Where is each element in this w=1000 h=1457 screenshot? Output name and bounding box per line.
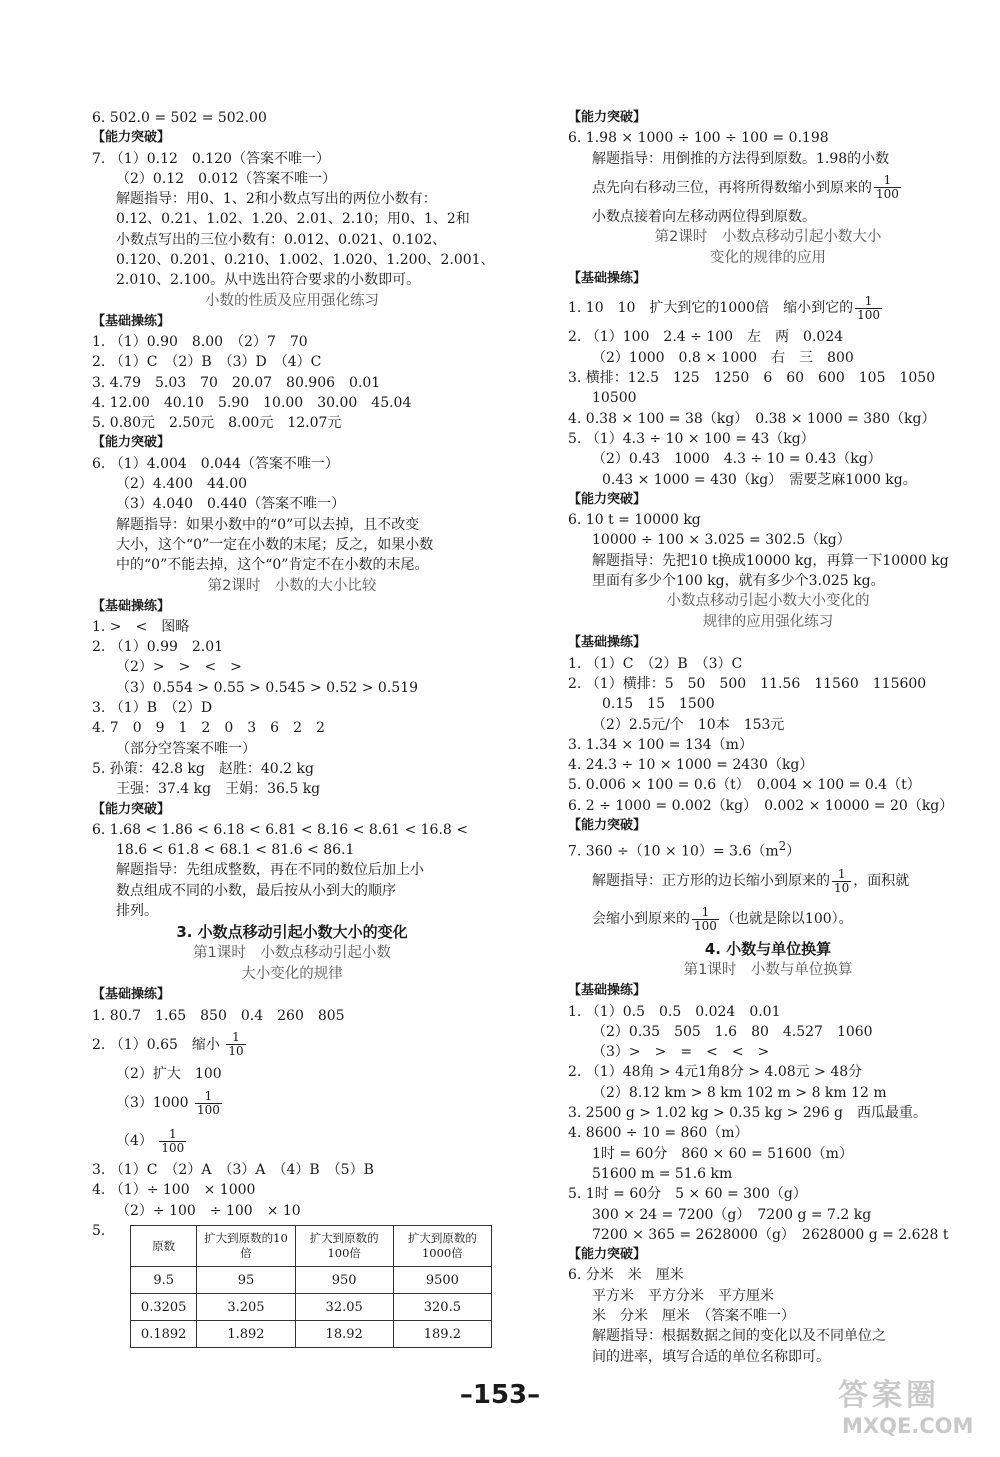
numerator: 1 xyxy=(226,1031,245,1045)
text-line: 2. （1）48角 > 4元1角8分 > 4.08元 > 48分 xyxy=(568,1064,863,1081)
denominator: 100 xyxy=(876,187,899,202)
text-line: 51600 m = 51.6 km xyxy=(592,1165,733,1182)
text-line: 小数点接着向左移动两位得到原数。 xyxy=(592,208,816,225)
numerator: 1 xyxy=(195,1090,222,1104)
numerator: 1 xyxy=(692,906,719,920)
text-line: 1. （1）0.5 0.5 0.024 0.01 xyxy=(568,1003,781,1020)
text-line: 2. （1）100 2.4 ÷ 100 左 两 0.024 xyxy=(568,329,844,346)
text-line: 王强：37.4 kg 王娟：36.5 kg xyxy=(116,781,321,798)
text-line xyxy=(568,169,968,207)
lesson-heading: 小数点移动引起小数大小变化的 xyxy=(666,593,870,610)
text-line: 6. 10 t = 10000 kg xyxy=(568,512,701,529)
text-line: 排列。 xyxy=(116,902,158,919)
text-line: 3. 4.79 5.03 70 20.07 80.906 0.01 xyxy=(92,374,381,391)
denominator: 100 xyxy=(197,1102,220,1117)
section-title: 4. 小数与单位换算 xyxy=(704,940,832,959)
text-line xyxy=(568,836,968,862)
text-line: 0.15 15 1500 xyxy=(602,696,715,713)
fraction xyxy=(855,295,882,322)
text-line: （部分空答案不唯一） xyxy=(116,740,256,757)
text-line: 米 分米 厘米 （答案不唯一） xyxy=(592,1308,795,1325)
fraction xyxy=(226,1031,245,1058)
table-row xyxy=(131,1294,492,1321)
text-line: （2）扩大 100 xyxy=(116,1065,222,1082)
text-fragment: 7. 360 ÷（10 × 10）= 3.6（m xyxy=(568,843,779,860)
superscript: 2 xyxy=(778,839,787,854)
right-column xyxy=(568,108,968,1367)
table-header-cell: 扩大到原数的100倍 xyxy=(295,1226,393,1267)
section-tag: 【能力突破】 xyxy=(568,818,647,834)
text-line xyxy=(568,289,968,327)
fraction xyxy=(159,1128,186,1155)
lesson-heading: 变化的规律的应用 xyxy=(710,250,826,267)
text-line: 1. （1）C （2）B （3）C xyxy=(568,655,743,672)
text-line: 7. （1）0.12 0.120（答案不唯一） xyxy=(92,150,330,167)
text-line: 2. （1）横排：5 50 500 11.56 11560 115600 xyxy=(568,675,927,692)
text-line: 300 × 24 = 7200（g） 7200 g = 7.2 kg xyxy=(592,1206,872,1223)
text-line: 里面有多少个100 kg，就有多少个3.025 kg。 xyxy=(592,573,885,590)
text-fragment: 点先向右移动三位，再将所得数缩小到原来的 xyxy=(592,179,872,196)
text-line: 数点组成不同的小数，最后按从小到大的顺序 xyxy=(116,882,396,899)
lesson-heading: 第2课时 小数的大小比较 xyxy=(207,577,377,594)
text-line: 3. 1.34 × 100 = 134（m） xyxy=(568,736,753,753)
text-line: 7200 × 365 = 2628000（g） 2628000 g = 2.628 t xyxy=(592,1226,949,1243)
table-cell: 0.1892 xyxy=(131,1321,197,1348)
lesson-heading: 大小变化的规律 xyxy=(241,966,343,983)
text-fragment: ，面积就 xyxy=(853,873,910,890)
lesson-heading: 第1课时 小数点移动引起小数 xyxy=(193,945,391,962)
text-line: 0.43 × 1000 = 430（kg） 需要芝麻1000 kg。 xyxy=(602,471,917,488)
text-line: （3）> > = < < > xyxy=(592,1044,770,1061)
text-line: 1. 80.7 1.65 850 0.4 260 805 xyxy=(92,1007,345,1024)
text-line: 3. 横排：12.5 125 1250 6 60 600 105 1050 xyxy=(568,370,936,387)
text-line: 解题指导：用0、1、2和小数点写出的两位小数有： xyxy=(116,191,437,208)
text-line: 6. 502.0 = 502 = 502.00 xyxy=(92,110,267,126)
numerator: 1 xyxy=(159,1128,186,1142)
text-line: 4. 8600 ÷ 10 = 860（m） xyxy=(568,1125,749,1142)
fraction xyxy=(874,174,901,201)
section-tag: 【能力突破】 xyxy=(568,491,647,507)
table-cell: 32.05 xyxy=(295,1294,393,1321)
text-line xyxy=(92,1084,492,1122)
text-line: 解题指导：如果小数中的“0”可以去掉，且不改变 xyxy=(116,516,420,533)
section-tag: 【能力突破】 xyxy=(568,1247,647,1263)
table-cell: 950 xyxy=(295,1267,393,1294)
table-row xyxy=(131,1267,492,1294)
text-fragment: ） xyxy=(786,843,801,860)
text-fragment: 解题指导：正方形的边长缩小到原来的 xyxy=(592,873,830,890)
text-line: （2）0.12 0.012（答案不唯一） xyxy=(116,170,337,187)
text-line: 5. （1）4.3 ÷ 10 × 100 = 43（kg） xyxy=(568,430,815,447)
denominator: 100 xyxy=(161,1140,185,1155)
table-cell: 3.205 xyxy=(197,1294,295,1321)
text-line: 4. 7 0 9 1 2 0 3 6 2 2 xyxy=(92,720,325,737)
text-line: （2）8.12 km > 8 km 102 m > 8 km 12 m xyxy=(592,1084,887,1101)
table-cell: 189.2 xyxy=(393,1321,491,1348)
section-tag: 【基础操练】 xyxy=(92,313,171,329)
watermark-logo: 答案圈 xyxy=(838,1378,940,1413)
text-line: 0.12、0.21、1.02、1.20、2.01、2.10；用0、1、2和 xyxy=(116,211,470,228)
text-line: 5. 1时 = 60分 5 × 60 = 300（g） xyxy=(568,1186,807,1203)
text-line: （2）> > < > xyxy=(116,659,242,676)
text-line: 10000 ÷ 100 × 3.025 = 302.5（kg） xyxy=(592,532,851,549)
text-line: （2）1000 0.8 × 1000 右 三 800 xyxy=(592,349,854,366)
text-line: 5. xyxy=(92,1223,106,1240)
text-line: 1. （1）0.90 8.00 （2）7 70 xyxy=(92,333,308,350)
table-header-cell: 原数 xyxy=(131,1226,197,1267)
text-line xyxy=(92,1122,492,1160)
denominator: 100 xyxy=(857,307,880,322)
section-tag: 【能力突破】 xyxy=(92,435,171,451)
table-cell: 18.92 xyxy=(295,1321,393,1348)
text-line: （2）0.43 1000 4.3 ÷ 10 = 0.43（kg） xyxy=(592,451,882,468)
table-row xyxy=(131,1321,492,1348)
numerator: 1 xyxy=(874,174,901,188)
table-cell: 9500 xyxy=(393,1267,491,1294)
text-line: 解题指导：先组成整数，再在不同的数位后加上小 xyxy=(116,862,424,879)
text-line xyxy=(568,862,968,900)
section-tag: 【能力突破】 xyxy=(92,130,171,146)
lesson-heading: 规律的应用强化练习 xyxy=(702,614,834,631)
section-title: 3. 小数点移动引起小数大小的变化 xyxy=(176,923,408,942)
text-line: （3）4.040 0.440（答案不唯一） xyxy=(116,496,346,513)
table-cell: 1.892 xyxy=(197,1321,295,1348)
text-fragment: （4） xyxy=(116,1133,153,1150)
watermark-url: MXQE.COM xyxy=(842,1414,974,1438)
text-line: 6. （1）4.004 0.044（答案不唯一） xyxy=(92,455,339,472)
text-line: 0.120、0.201、0.210、1.002、1.020、1.200、2.001、 xyxy=(116,252,495,269)
fraction xyxy=(195,1090,222,1117)
text-line: （2）4.400 44.00 xyxy=(116,476,248,493)
text-line: （2）2.5元/个 10本 153元 xyxy=(592,716,785,733)
text-line: 解题指导：根据数据之间的变化以及不同单位之 xyxy=(592,1328,886,1345)
numerator: 1 xyxy=(832,868,851,882)
text-line: （3）0.554 > 0.55 > 0.545 > 0.52 > 0.519 xyxy=(116,679,419,696)
table-cell: 9.5 xyxy=(131,1267,197,1294)
text-line: 3. （1）B （2）D xyxy=(92,700,213,717)
text-fragment: （也就是除以100）。 xyxy=(720,911,853,928)
page-number: –153– xyxy=(459,1380,541,1410)
text-line: 4. 12.00 40.10 5.90 10.00 30.00 45.04 xyxy=(92,394,412,411)
text-line: 3. 2500 g > 1.02 kg > 0.35 kg > 296 g 西瓜最重。 xyxy=(568,1105,928,1122)
text-line: 1. > < 图略 xyxy=(92,618,190,635)
numerator: 1 xyxy=(855,295,882,309)
text-line: 6. 1.98 × 1000 ÷ 100 ÷ 100 = 0.198 xyxy=(568,130,829,147)
section-tag: 【基础操练】 xyxy=(92,598,171,614)
text-line: 5. 0.80元 2.50元 8.00元 12.07元 xyxy=(92,415,342,432)
left-column xyxy=(92,108,495,1348)
text-line xyxy=(568,900,968,938)
lesson-heading: 第1课时 小数与单位换算 xyxy=(683,962,853,979)
fraction xyxy=(692,906,719,933)
text-line: 大小，这个“0”一定在小数的末尾；反之，如果小数 xyxy=(116,536,434,553)
section-tag: 【基础操练】 xyxy=(568,635,647,651)
table-cell: 320.5 xyxy=(393,1294,491,1321)
text-line: 解题指导：用倒推的方法得到原数。1.98的小数 xyxy=(592,150,890,167)
text-line: 10500 xyxy=(592,390,637,407)
text-line: 18.6 < 61.8 < 68.1 < 81.6 < 86.1 xyxy=(116,842,355,859)
table-cell: 0.3205 xyxy=(131,1294,197,1321)
text-line: 4. 24.3 ÷ 10 × 1000 = 2430（kg） xyxy=(568,757,814,774)
text-line xyxy=(92,1026,492,1064)
text-line: 2.010、2.100。从中选出符合要求的小数即可。 xyxy=(116,272,421,289)
section-tag: 【能力突破】 xyxy=(568,110,647,125)
section-tag: 【能力突破】 xyxy=(92,801,171,817)
denominator: 10 xyxy=(834,880,850,895)
text-line: 中的“0”不能去掉，这个“0”肯定不在小数的末尾。 xyxy=(116,557,429,574)
text-line: 4. 0.38 × 100 = 38（kg） 0.38 × 1000 = 380（kg） xyxy=(568,410,936,427)
text-line: 2. （1）0.99 2.01 xyxy=(92,639,224,656)
text-line: 平方米 平方分米 平方厘米 xyxy=(592,1287,774,1304)
text-line: 5. 0.006 × 100 = 0.6（t） 0.004 × 100 = 0.4（t） xyxy=(568,777,921,794)
text-fragment: （3）1000 xyxy=(116,1095,189,1112)
fraction xyxy=(832,868,851,895)
section-tag: 【基础操练】 xyxy=(568,983,647,999)
text-line: 间的进率，填写合适的单位名称即可。 xyxy=(592,1348,830,1365)
text-line: （2）÷ 100 ÷ 100 × 10 xyxy=(116,1202,301,1219)
text-fragment: 1. 10 10 扩大到它的1000倍 缩小到它的 xyxy=(568,300,854,317)
text-line: 2. （1）C （2）B （3）D （4）C xyxy=(92,354,322,371)
text-fragment: 2. （1）0.65 缩小 xyxy=(92,1036,220,1053)
answer-table xyxy=(130,1225,492,1348)
text-line: 4. （1）÷ 100 × 1000 xyxy=(92,1182,256,1199)
text-line: 6. 2 ÷ 1000 = 0.002（kg） 0.002 × 10000 = 20（kg） xyxy=(568,797,954,814)
table-header-row xyxy=(131,1226,492,1267)
text-line: 1时 = 60分 860 × 60 = 51600（m） xyxy=(592,1145,853,1162)
text-line: 小数点写出的三位小数有：0.012、0.021、0.102、 xyxy=(116,231,447,248)
lesson-heading: 第2课时 小数点移动引起小数大小 xyxy=(654,229,882,246)
section-tag: 【基础操练】 xyxy=(92,987,171,1003)
table-header-cell: 扩大到原数的1000倍 xyxy=(393,1226,491,1267)
table-header-cell: 扩大到原数的10倍 xyxy=(197,1226,295,1267)
section-tag: 【基础操练】 xyxy=(568,271,647,287)
table-cell: 95 xyxy=(197,1267,295,1294)
lesson-heading: 小数的性质及应用强化练习 xyxy=(205,292,379,309)
denominator: 100 xyxy=(694,918,717,933)
text-line: 6. 1.68 < 1.86 < 6.18 < 6.81 < 8.16 < 8.61 < 16.8 < xyxy=(92,821,468,838)
text-line: （2）0.35 505 1.6 80 4.527 1060 xyxy=(592,1023,873,1040)
text-line: 5. 孙策：42.8 kg 赵胜：40.2 kg xyxy=(92,760,314,777)
text-line: 解题指导：先把10 t换成10000 kg，再算一下10000 kg xyxy=(592,552,949,569)
text-fragment: 会缩小到原来的 xyxy=(592,911,690,928)
denominator: 10 xyxy=(228,1044,244,1059)
text-line: 3. （1）C （2）A （3）A （4）B （5）B xyxy=(92,1162,374,1179)
text-line: 6. 分米 米 厘米 xyxy=(568,1267,684,1284)
